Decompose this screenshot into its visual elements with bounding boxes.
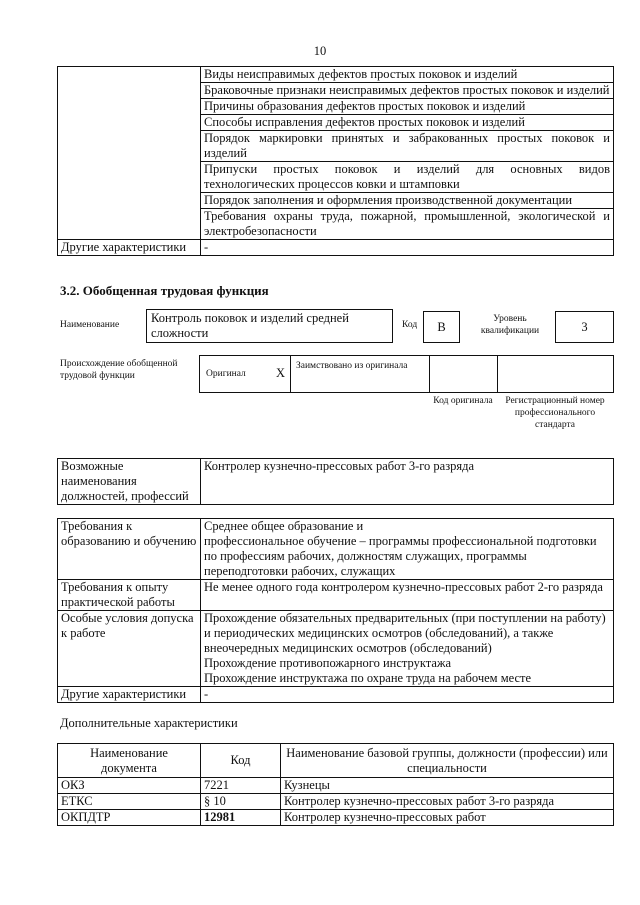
table-row: Порядок заполнения и оформления производственной документации bbox=[201, 193, 614, 209]
table-row: Способы исправления дефектов простых поковок и изделий bbox=[201, 115, 614, 131]
empty-label-cell bbox=[58, 67, 201, 240]
borrowed-label: Заимствовано из оригинала bbox=[296, 361, 408, 371]
reg-number-caption: Регистрационный номер профессионального стандарта bbox=[505, 396, 605, 430]
function-name: Контроль поковок и изделий средней сложности bbox=[146, 309, 393, 343]
admission-line: Прохождение обязательных предварительных (при поступлении на работу) и периодических медицинских осмотров (обследований), а также внеочередных медицинских осмотров (обследований) bbox=[204, 611, 606, 655]
header-document: Наименование документа bbox=[58, 744, 201, 778]
positions-table bbox=[57, 458, 614, 505]
row-code: 7221 bbox=[201, 778, 281, 794]
experience-label: Требования к опыту практической работы bbox=[58, 580, 201, 611]
page-number: 10 bbox=[313, 44, 327, 58]
table-row: Браковочные признаки неисправимых дефектов простых поковок и изделий bbox=[201, 83, 614, 99]
admission-line: Прохождение инструктажа по охране труда на рабочем месте bbox=[204, 671, 532, 685]
other-characteristics-value: - bbox=[201, 687, 614, 703]
origin-divider bbox=[497, 355, 498, 393]
additional-title: Дополнительные характеристики bbox=[60, 716, 238, 730]
code-label: Код bbox=[402, 320, 418, 330]
origin-divider bbox=[429, 355, 430, 393]
row-document: ОКПДТР bbox=[58, 810, 201, 826]
table-row: Виды неисправимых дефектов простых поковок и изделий bbox=[201, 67, 614, 83]
experience-value: Не менее одного года контролером кузнечно-прессовых работ 2-го разряда bbox=[201, 580, 614, 611]
table-row: Требования охраны труда, пожарной, промышленной, экологической и электробезопасности bbox=[201, 209, 614, 240]
row-document: ОКЗ bbox=[58, 778, 201, 794]
header-group: Наименование базовой группы, должности (профессии) или специальности bbox=[281, 744, 614, 778]
row-group: Кузнецы bbox=[281, 778, 614, 794]
admission-line: Прохождение противопожарного инструктажа bbox=[204, 656, 452, 670]
header-code: Код bbox=[201, 744, 281, 778]
table-row bbox=[58, 778, 614, 794]
knowledge-table bbox=[57, 66, 614, 256]
code-original-caption: Код оригинала bbox=[433, 396, 493, 406]
positions-label: Возможные наименования должностей, профессий bbox=[58, 459, 201, 505]
naming-label: Наименование bbox=[60, 320, 120, 330]
original-label: Оригинал bbox=[206, 369, 246, 379]
row-code: § 10 bbox=[201, 794, 281, 810]
positions-value: Контролер кузнечно-прессовых работ 3-го разряда bbox=[201, 459, 614, 505]
level-value: 3 bbox=[555, 311, 614, 343]
admission-value bbox=[201, 611, 614, 687]
table-row bbox=[58, 794, 614, 810]
education-value bbox=[201, 519, 614, 580]
section-title: 3.2. Обобщенная трудовая функция bbox=[60, 283, 269, 298]
level-label: Уровень квалификации bbox=[480, 314, 540, 336]
row-code: 12981 bbox=[201, 810, 281, 826]
additional-table bbox=[57, 743, 614, 826]
education-label: Требования к образованию и обучению bbox=[58, 519, 201, 580]
education-line: Среднее общее образование и bbox=[204, 519, 364, 533]
row-group: Контролер кузнечно-прессовых работ 3-го разряда bbox=[281, 794, 614, 810]
row-document: ЕТКС bbox=[58, 794, 201, 810]
table-row: Причины образования дефектов простых поковок и изделий bbox=[201, 99, 614, 115]
table-row: Припуски простых поковок и изделий для основных видов технологических процессов ковки и штамповки bbox=[201, 162, 614, 193]
other-characteristics-value: - bbox=[201, 240, 614, 256]
code-value: B bbox=[423, 311, 460, 343]
table-row: Порядок маркировки принятых и забракованных простых поковок и изделий bbox=[201, 131, 614, 162]
table-row bbox=[58, 810, 614, 826]
education-line: профессиональное обучение – программы профессиональной подготовки по профессиям рабочих, должностям служащих, программы переподготовки рабочих, служащих bbox=[204, 534, 597, 578]
origin-divider bbox=[290, 355, 291, 393]
other-characteristics-label: Другие характеристики bbox=[58, 240, 201, 256]
admission-label: Особые условия допуска к работе bbox=[58, 611, 201, 687]
original-mark: X bbox=[276, 366, 286, 380]
other-characteristics-label: Другие характеристики bbox=[58, 687, 201, 703]
requirements-table bbox=[57, 518, 614, 703]
row-group: Контролер кузнечно-прессовых работ bbox=[281, 810, 614, 826]
origin-label: Происхождение обобщенной трудовой функции bbox=[60, 359, 178, 381]
